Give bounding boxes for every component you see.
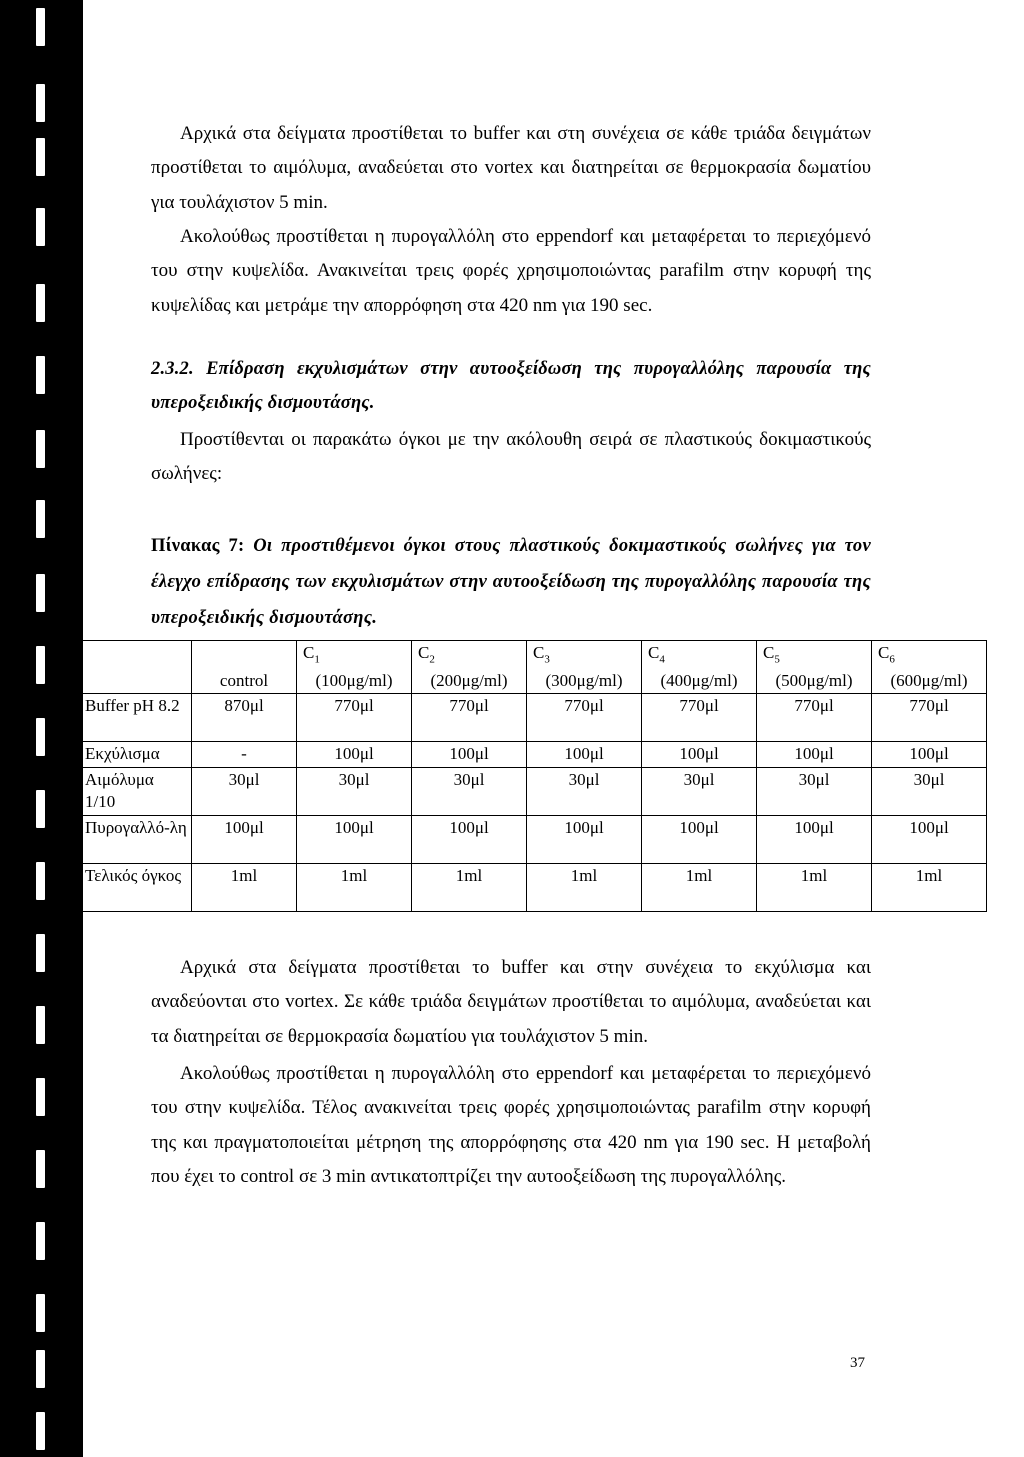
page-number: 37 [850, 1355, 865, 1371]
column-concentration: (200μg/ml) [430, 671, 508, 691]
column-name: $C_1$ [303, 643, 320, 666]
table-cell: 1ml [527, 864, 642, 912]
spine-mark [36, 138, 45, 176]
spine-mark [36, 790, 45, 828]
table-header-cell [82, 641, 192, 694]
column-concentration: (600μg/ml) [890, 671, 968, 691]
spine-mark [36, 1350, 45, 1388]
table-cell: 870μl [192, 694, 297, 742]
table-cell: - [192, 742, 297, 768]
column-name: $C_6$ [878, 643, 895, 666]
spine-mark [36, 500, 45, 538]
column-name: $C_4$ [648, 643, 665, 666]
paragraph-procedure: Ακολούθως προστίθεται η πυρογαλλόλη στο eppendorf και μεταφέρεται το περιεχόμενό του στην κυψελίδα. Ανακινείται τρεις φορές χρησιμοποιώντας parafilm στην κορυφή της κυψελίδας και μετράμε την απορρόφηση στα 420 nm για 190 sec. [151, 226, 871, 316]
table-cell: 30μl [757, 768, 872, 816]
table-header-cell [192, 641, 297, 694]
spine-mark [36, 8, 45, 46]
table-caption-text: Οι προστιθέμενοι όγκοι στους πλαστικούς δοκιμαστικούς σωλήνες για τον έλεγχο επίδρασης των εκχυλισμάτων στην αυτοοξείδωση της πυρογαλλόλης παρουσία της υπεροξειδικής δισμουτάσης. [151, 536, 871, 628]
table-body [82, 694, 987, 912]
spine-mark [36, 356, 45, 394]
table-cell: 30μl [297, 768, 412, 816]
spine-mark [36, 1078, 45, 1116]
table-cell: 100μl [642, 816, 757, 864]
table-cell: 100μl [757, 816, 872, 864]
table-cell: 1ml [642, 864, 757, 912]
table-cell: 100μl [872, 742, 987, 768]
row-label: Αιμόλυμα 1/10 [82, 768, 192, 816]
row-label: Πυρογαλλό-λη [82, 816, 192, 864]
table-row [82, 742, 987, 768]
column-concentration: (300μg/ml) [545, 671, 623, 691]
spine-mark [36, 1222, 45, 1260]
spine-mark [36, 1006, 45, 1044]
spine-mark [36, 646, 45, 684]
table-caption [151, 528, 871, 636]
table-cell: 100μl [642, 742, 757, 768]
spine-mark [36, 574, 45, 612]
paragraph-volumes: Προστίθενται οι παρακάτω όγκοι με την ακόλουθη σειρά σε πλαστικούς δοκιμαστικούς σωλήνες: [151, 429, 871, 485]
table-row [82, 864, 987, 912]
table-cell: 770μl [412, 694, 527, 742]
table-caption-label: Πίνακας 7: [151, 536, 245, 556]
table-header-cell [412, 641, 527, 694]
spine-mark [36, 430, 45, 468]
paragraph-procedure-2: Αρχικά στα δείγματα προστίθεται το buffer και στην συνέχεια το εκχύλισμα και αναδεύονται στο vortex. Σε κάθε τριάδα δειγμάτων προστίθεται το αιμόλυμα, αναδεύεται και τα διατηρείται σε θερμοκρασία δωματίου για τουλάχιστον 5 min. [151, 957, 871, 1047]
table-row [82, 768, 987, 816]
column-concentration: control [219, 671, 269, 691]
spine-mark [36, 718, 45, 756]
table-cell: 100μl [527, 742, 642, 768]
table-header-cell [757, 641, 872, 694]
table-row [82, 694, 987, 742]
column-concentration: (400μg/ml) [660, 671, 738, 691]
table-header-cell [527, 641, 642, 694]
table-cell: 1ml [192, 864, 297, 912]
subsection-heading: 2.3.2. Επίδραση εκχυλισμάτων στην αυτοοξείδωση της πυρογαλλόλης παρουσία της υπεροξειδικής δισμουτάσης. [151, 359, 871, 414]
table-cell: 30μl [872, 768, 987, 816]
row-label: Buffer pH 8.2 [82, 694, 192, 742]
volumes-table [81, 640, 987, 912]
table-cell: 100μl [757, 742, 872, 768]
column-concentration: (100μg/ml) [315, 671, 393, 691]
column-concentration: (500μg/ml) [775, 671, 853, 691]
table-cell: 1ml [757, 864, 872, 912]
spine-mark [36, 284, 45, 322]
spine-mark [36, 862, 45, 900]
spine-mark [36, 84, 45, 122]
table-cell: 100μl [412, 816, 527, 864]
table-cell: 100μl [297, 816, 412, 864]
table-cell: 1ml [872, 864, 987, 912]
table-cell: 770μl [872, 694, 987, 742]
table-cell: 100μl [412, 742, 527, 768]
column-name: $C_2$ [418, 643, 435, 666]
table-cell: 100μl [297, 742, 412, 768]
spine-mark [36, 1294, 45, 1332]
table-cell: 770μl [642, 694, 757, 742]
spine-mark [36, 934, 45, 972]
table-cell: 1ml [297, 864, 412, 912]
table-cell: 30μl [527, 768, 642, 816]
table-cell: 1ml [412, 864, 527, 912]
table-cell: 30μl [412, 768, 527, 816]
row-label: Εκχύλισμα [82, 742, 192, 768]
table-cell: 30μl [192, 768, 297, 816]
spine-mark [36, 1150, 45, 1188]
table-header-row [82, 641, 987, 694]
paragraph-measurement: Ακολούθως προστίθεται η πυρογαλλόλη στο eppendorf και μεταφέρεται το περιεχόμενό του στην κυψελίδα. Τέλος ανακινείται τρεις φορές χρησιμοποιώντας parafilm στην κορυφή της και πραγματοποιείται μέτρηση της απορρόφησης στα 420 nm για 190 sec. Η μεταβολή που έχει το control σε 3 min αντικατοπτρίζει την αυτοοξείδωση της πυρογαλλόλης. [151, 1063, 871, 1188]
column-name: $C_5$ [763, 643, 780, 666]
table-cell: 770μl [297, 694, 412, 742]
table-cell: 100μl [527, 816, 642, 864]
table-header-cell [872, 641, 987, 694]
table-cell: 100μl [192, 816, 297, 864]
spine-mark [36, 208, 45, 246]
column-name: $C_3$ [533, 643, 550, 666]
spine-mark [36, 1412, 45, 1450]
table-cell: 770μl [757, 694, 872, 742]
table-header-cell [642, 641, 757, 694]
row-label: Τελικός όγκος [82, 864, 192, 912]
table-header-cell [297, 641, 412, 694]
document-page [83, 0, 1024, 1457]
table-cell: 100μl [872, 816, 987, 864]
paragraph-intro: Αρχικά στα δείγματα προστίθεται το buffer και στη συνέχεια σε κάθε τριάδα δειγμάτων προστίθεται το αιμόλυμα, αναδεύεται στο vortex και διατηρείται σε θερμοκρασία δωματίου για τουλάχιστον 5 min. [151, 123, 871, 213]
table-row [82, 816, 987, 864]
table-cell: 30μl [642, 768, 757, 816]
table-cell: 770μl [527, 694, 642, 742]
